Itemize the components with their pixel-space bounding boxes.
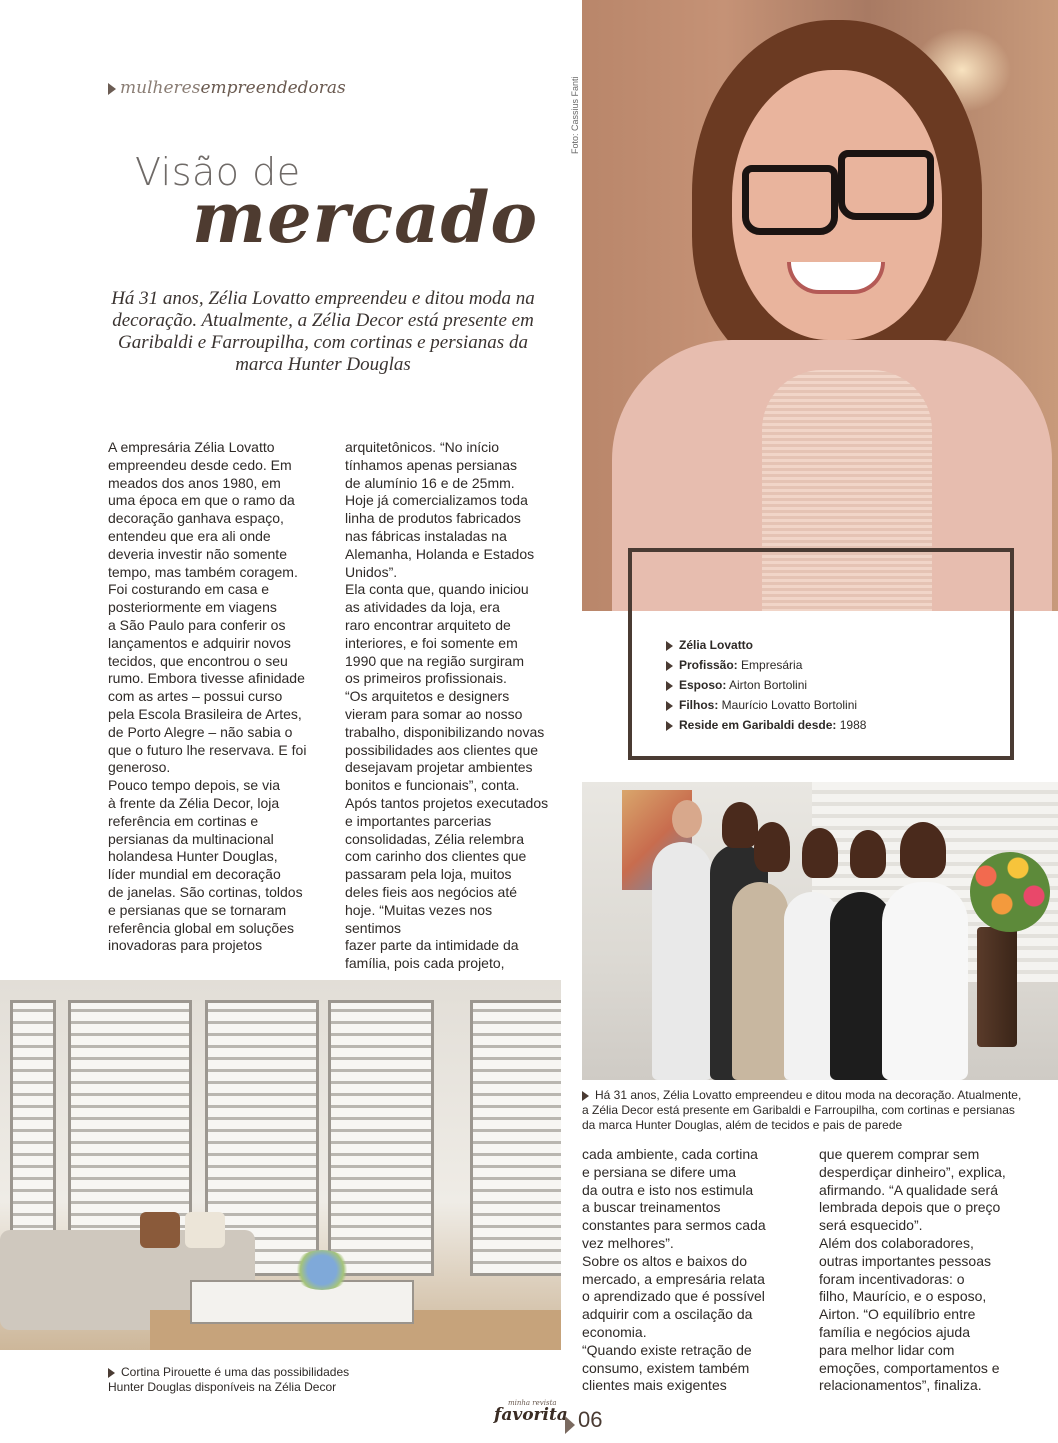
triangle-icon: [666, 661, 673, 671]
section-light: mulheres: [120, 78, 201, 98]
page-triangle-icon: [565, 1414, 575, 1434]
body-column-2: arquitetônicos. “No início tínhamos apenas persianas de alumínio 16 e de 25mm. Hoje já comercializamos toda linha de produtos fabricados nas fábricas instaladas na Alemanha, Holanda e Estados Unidos”. Ela conta que, quando iniciou as atividades da loja, era raro encontrar arquiteto de interiores, e foi somente em 1990 que na região surgiram os primeiros profissionais. “Os arquitetos e designers vieram para somar ao nosso trabalho, disponibilizando novas possibilidades aos clientes que desejavam projetar ambientes bonitos e funcionais”, conta. Após tantos projetos executados e importantes parcerias consolidadas, Zélia relembra com carinho dos clientes que passaram pela loja, muitos deles fieis aos negócios até hoje. “Muitas vezes nos sentimos fazer parte da intimidade da família, pois cada projeto,: [345, 439, 549, 972]
page-number: 06: [578, 1407, 603, 1432]
room-caption: Cortina Pirouette é uma das possibilidades Hunter Douglas disponíveis na Zélia Decor: [108, 1365, 350, 1394]
triangle-icon: [666, 681, 673, 691]
triangle-icon: [582, 1091, 589, 1101]
info-row-children: Filhos: Maurício Lovatto Bortolini: [666, 698, 857, 712]
triangle-icon: [666, 721, 673, 731]
body-column-3: cada ambiente, cada cortina e persiana se difere uma da outra e isto nos estimula a buscar treinamentos constantes para sermos cada vez melhores”. Sobre os altos e baixos do mercado, a empresária relata o aprendizado que é possível adquirir com a oscilação da economia. “Quando existe retração de consumo, existem também clientes mais exigentes: [582, 1146, 766, 1394]
info-box: [628, 548, 1014, 760]
triangle-icon: [108, 83, 116, 95]
info-row-residence: Reside em Garibaldi desde: 1988: [666, 718, 866, 732]
team-caption: Há 31 anos, Zélia Lovatto empreendeu e ditou moda na decoração. Atualmente, a Zélia Decor está presente em Garibaldi e Farroupilha, com cortinas e persianas da marca Hunter Douglas, além de tecidos e pais de parede: [582, 1088, 1022, 1132]
title-line2: mercado: [192, 176, 539, 259]
triangle-icon: [108, 1368, 115, 1378]
body-column-4: que querem comprar sem desperdiçar dinheiro”, explica, afirmando. “A qualidade será lembrada depois que o preço será esquecido”. Além dos colaboradores, outras importantes pessoas foram incentivadoras: o filho, Maurício, e o esposo, Airton. “O equilíbrio entre família e negócios ajuda para melhor lidar com emoções, comportamentos e relacionamentos”, finaliza.: [819, 1146, 1006, 1394]
portrait-photo: [582, 0, 1058, 611]
magazine-logo: [494, 1399, 568, 1425]
title-line1: Visão de: [135, 150, 301, 194]
info-row-name: Zélia Lovatto: [666, 638, 753, 652]
logo-text: favorita: [494, 1405, 568, 1425]
living-room-photo: [0, 980, 561, 1350]
logo-small-text: minha revista: [508, 1399, 557, 1407]
body-column-1: A empresária Zélia Lovatto empreendeu desde cedo. Em meados dos anos 1980, em uma época em que o ramo da decoração ganhava espaço, entendeu que era ali onde deveria investir não somente tempo, mas também coragem. Foi costurando em casa e posteriormente em viagens a São Paulo para conferir os lançamentos e adquirir novos tecidos, que encontrou o seu rumo. Embora tivesse afinidade com as artes – possui curso pela Escola Brasileira de Artes, de Porto Alegre – não sabia o que o futuro lhe reservava. E foi generoso. Pouco tempo depois, se via à frente da Zélia Decor, loja referência em cortinas e persianas da multinacional holandesa Hunter Douglas, líder mundial em decoração de janelas. São cortinas, toldos e persianas que se tornaram referência global em soluções inovadoras para projetos: [108, 439, 307, 954]
info-row-profession: Profissão: Empresária: [666, 658, 802, 672]
section-header: [108, 78, 346, 98]
triangle-icon: [666, 641, 673, 651]
photo-credit: [570, 76, 584, 162]
info-row-spouse: Esposo: Airton Bortolini: [666, 678, 807, 692]
triangle-icon: [666, 701, 673, 711]
team-photo: [582, 782, 1058, 1080]
section-bold: empreendedoras: [200, 78, 346, 98]
photo-credit-text: Foto: Cassius Fanti: [570, 76, 580, 154]
lead-paragraph: Há 31 anos, Zélia Lovatto empreendeu e ditou moda na decoração. Atualmente, a Zélia Decor está presente em Garibaldi e Farroupilha, com cortinas e persianas da marca Hunter Douglas: [111, 288, 535, 375]
